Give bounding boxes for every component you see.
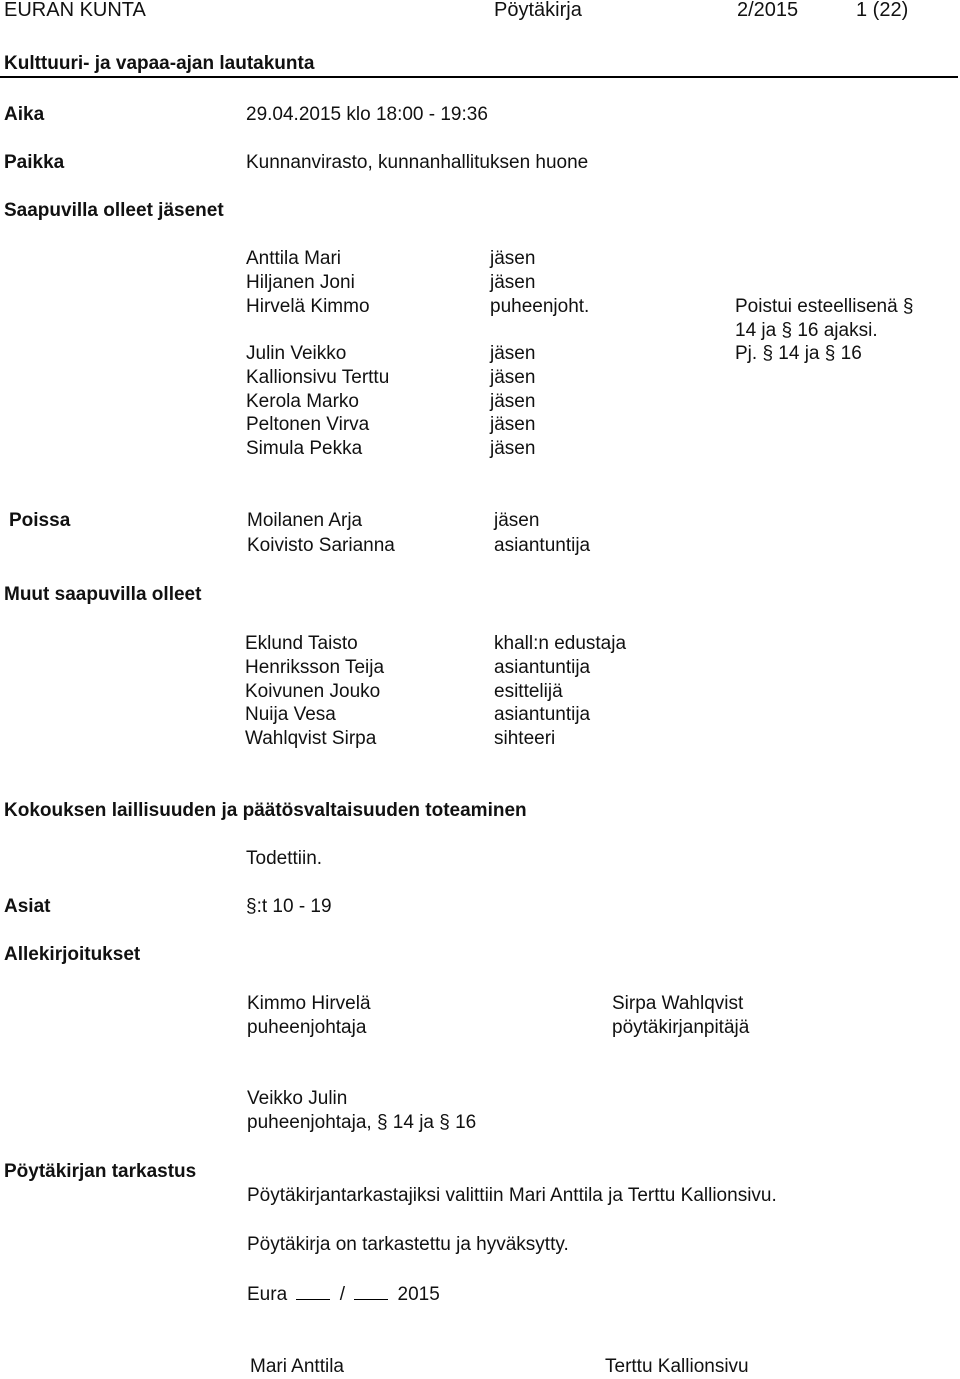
member-note: Pj. § 14 ja § 16 bbox=[735, 343, 862, 364]
acting-chair-name: Veikko Julin bbox=[247, 1088, 348, 1109]
review-text: Pöytäkirjantarkastajiksi valittiin Mari Anttila ja Terttu Kallionsivu. bbox=[247, 1185, 777, 1206]
absent-role: jäsen bbox=[494, 510, 540, 531]
other-role: sihteeri bbox=[494, 728, 556, 749]
present-label: Saapuvilla olleet jäsenet bbox=[4, 200, 224, 221]
review-status: Pöytäkirja on tarkastettu ja hyväksytty. bbox=[247, 1234, 569, 1255]
reviewer-1: Mari Anttila bbox=[250, 1356, 344, 1377]
member-role: jäsen bbox=[490, 414, 536, 435]
member-name: Anttila Mari bbox=[246, 248, 342, 269]
member-note-continued: 14 ja § 16 ajaksi. bbox=[735, 320, 878, 341]
other-name: Koivunen Jouko bbox=[245, 681, 381, 702]
review-year: 2015 bbox=[397, 1284, 440, 1305]
header-rule bbox=[0, 76, 958, 78]
absent-name: Koivisto Sarianna bbox=[247, 535, 395, 556]
other-role: asiantuntija bbox=[494, 657, 591, 678]
member-role: jäsen bbox=[490, 248, 536, 269]
chair-name: Kimmo Hirvelä bbox=[247, 993, 371, 1014]
member-name: Peltonen Virva bbox=[246, 414, 370, 435]
time-label: Aika bbox=[4, 104, 45, 125]
signatures-label: Allekirjoitukset bbox=[4, 944, 141, 965]
member-name: Simula Pekka bbox=[246, 438, 363, 459]
member-role: jäsen bbox=[490, 343, 536, 364]
member-name: Kerola Marko bbox=[246, 391, 359, 412]
member-note: Poistui esteellisenä § bbox=[735, 296, 914, 317]
reviewer-2: Terttu Kallionsivu bbox=[605, 1356, 749, 1377]
review-place: Eura bbox=[247, 1284, 288, 1305]
member-role: jäsen bbox=[490, 272, 536, 293]
municipality-name: EURAN KUNTA bbox=[4, 0, 146, 21]
other-role: asiantuntija bbox=[494, 704, 591, 725]
member-role: puheenjoht. bbox=[490, 296, 590, 317]
month-blank bbox=[354, 1282, 388, 1300]
absent-label: Poissa bbox=[9, 510, 71, 531]
other-role: khall:n edustaja bbox=[494, 633, 627, 654]
document-number: 2/2015 bbox=[737, 0, 799, 21]
legality-value: Todettiin. bbox=[246, 848, 323, 869]
place-label: Paikka bbox=[4, 152, 65, 173]
place-value: Kunnanvirasto, kunnanhallituksen huone bbox=[246, 152, 589, 173]
board-name: Kulttuuri- ja vapaa-ajan lautakunta bbox=[4, 53, 315, 74]
date-separator: / bbox=[339, 1284, 345, 1305]
member-name: Kallionsivu Terttu bbox=[246, 367, 390, 388]
day-blank bbox=[296, 1282, 330, 1300]
acting-chair-title: puheenjohtaja, § 14 ja § 16 bbox=[247, 1112, 477, 1133]
member-name: Hirvelä Kimmo bbox=[246, 296, 370, 317]
items-value: §:t 10 - 19 bbox=[246, 896, 332, 917]
legality-label: Kokouksen laillisuuden ja päätösvaltaisuuden toteaminen bbox=[4, 800, 527, 821]
chair-title: puheenjohtaja bbox=[247, 1017, 367, 1038]
other-name: Henriksson Teija bbox=[245, 657, 385, 678]
member-role: jäsen bbox=[490, 438, 536, 459]
member-role: jäsen bbox=[490, 391, 536, 412]
member-name: Julin Veikko bbox=[246, 343, 347, 364]
page-number: 1 (22) bbox=[856, 0, 909, 21]
other-role: esittelijä bbox=[494, 681, 563, 702]
review-label: Pöytäkirjan tarkastus bbox=[4, 1161, 197, 1182]
items-label: Asiat bbox=[4, 896, 51, 917]
other-name: Nuija Vesa bbox=[245, 704, 336, 725]
review-date-line bbox=[247, 1282, 440, 1307]
secretary-title: pöytäkirjanpitäjä bbox=[612, 1017, 750, 1038]
member-role: jäsen bbox=[490, 367, 536, 388]
time-value: 29.04.2015 klo 18:00 - 19:36 bbox=[246, 104, 488, 125]
document-type: Pöytäkirja bbox=[494, 0, 582, 21]
secretary-name: Sirpa Wahlqvist bbox=[612, 993, 744, 1014]
other-name: Eklund Taisto bbox=[245, 633, 358, 654]
others-label: Muut saapuvilla olleet bbox=[4, 584, 202, 605]
absent-name: Moilanen Arja bbox=[247, 510, 363, 531]
other-name: Wahlqvist Sirpa bbox=[245, 728, 377, 749]
absent-role: asiantuntija bbox=[494, 535, 591, 556]
member-name: Hiljanen Joni bbox=[246, 272, 355, 293]
